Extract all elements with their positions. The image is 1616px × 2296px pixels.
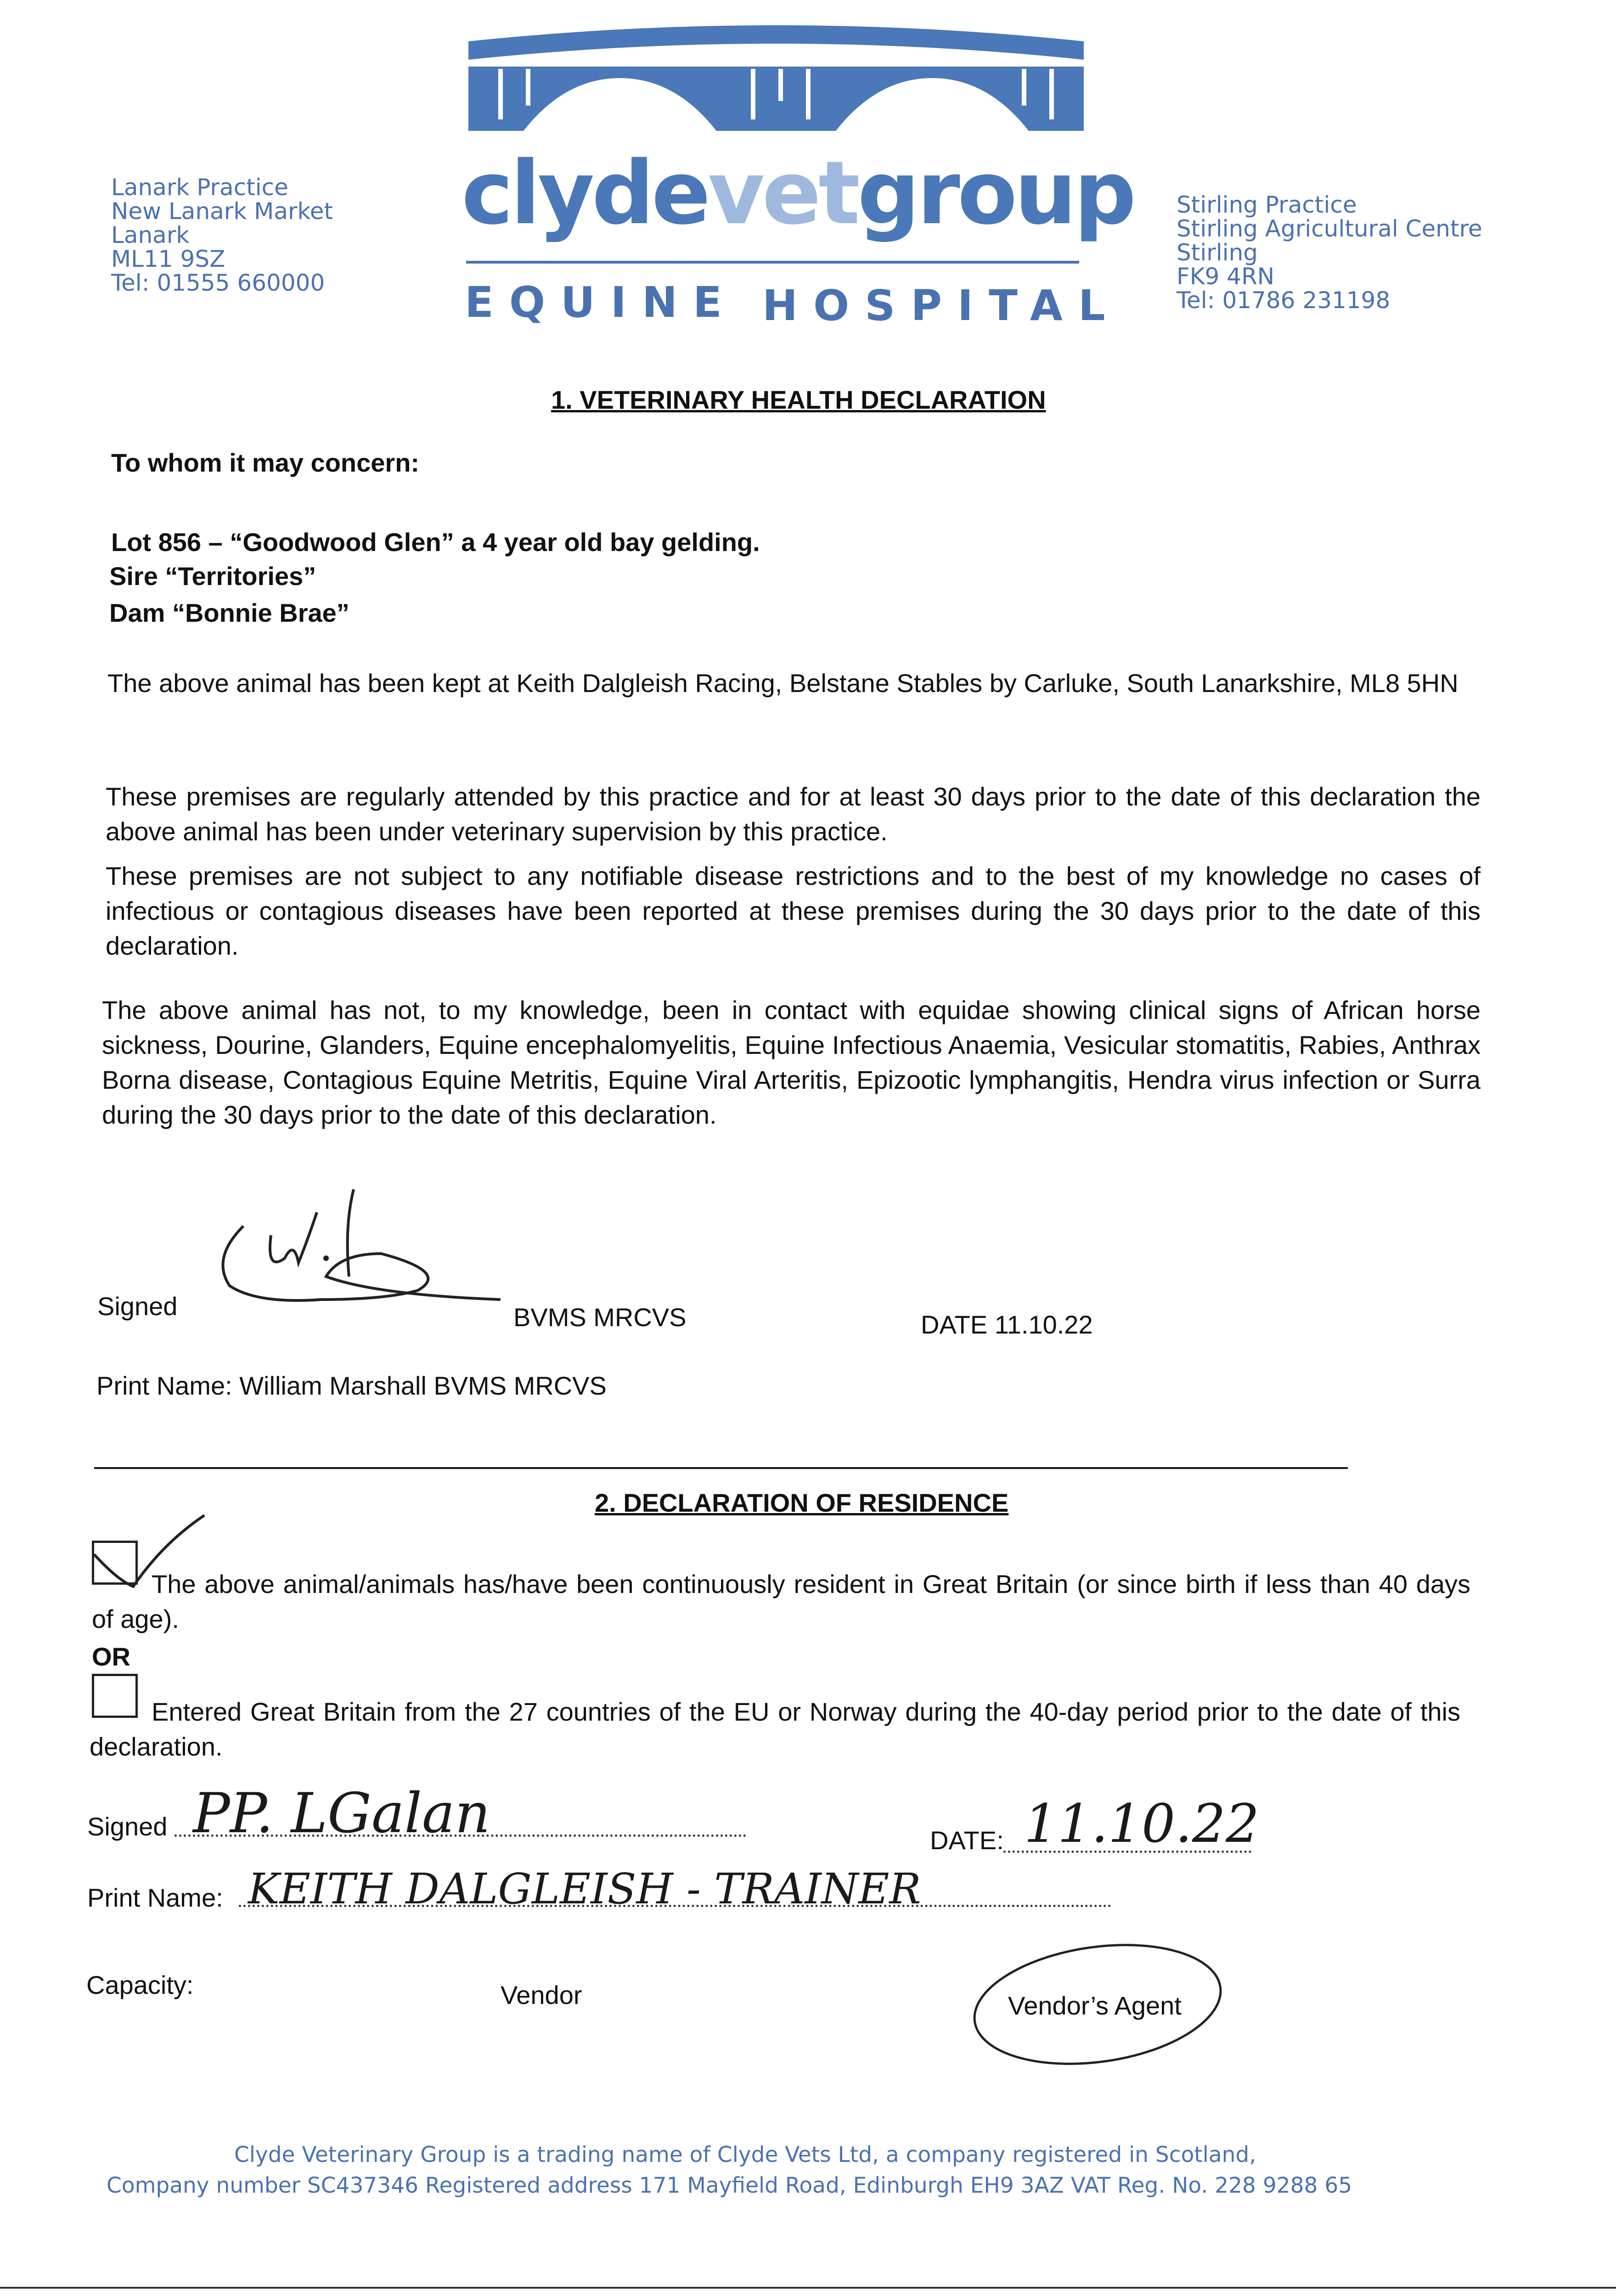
- capacity-vendor[interactable]: Vendor: [501, 1981, 582, 2009]
- section-divider: [94, 1467, 1348, 1469]
- section1-title: 1. VETERINARY HEALTH DECLARATION: [551, 385, 1046, 414]
- bridge-logo-icon: [468, 23, 1084, 133]
- footer-line-1: Clyde Veterinary Group is a trading name of Clyde Vets Ltd, a company registered in Scotland,: [234, 2142, 1256, 2167]
- paragraph-supervision: These premises are regularly attended by this practice and for at least 30 days prior to the date of this declaration the above animal has been under veterinary supervision by this practice.: [106, 782, 1481, 846]
- owner-print-name-handwritten: KEITH DALGLEISH - TRAINER: [248, 1864, 921, 1913]
- vet-signed-label: Signed: [97, 1292, 178, 1321]
- vet-date: DATE 11.10.22: [921, 1310, 1093, 1339]
- address-line: Stirling: [1177, 239, 1258, 266]
- section2-title: 2. DECLARATION OF RESIDENCE: [595, 1488, 1009, 1517]
- owner-date-label: DATE:: [930, 1826, 1004, 1855]
- logo-part-vet: vet: [708, 142, 858, 244]
- scan-edge: [0, 2287, 1616, 2289]
- lot-line: Lot 856 – “Goodwood Glen” a 4 year old bay gelding.: [111, 528, 760, 557]
- paragraph-no-restrictions: These premises are not subject to any notifiable disease restrictions and to the best of my knowledge no cases of infectious or contagious diseases have been reported at these premises during the 30 days prior to the date of this declaration.: [106, 861, 1481, 960]
- capacity-label: Capacity:: [86, 1970, 194, 1999]
- vet-qualification: BVMS MRCVS: [513, 1303, 687, 1332]
- owner-print-name-label: Print Name:: [87, 1883, 223, 1912]
- logo-subtitle-equine: EQUINE: [465, 278, 738, 327]
- selection-circle-icon: [964, 1936, 1231, 2069]
- address-line: Stirling Agricultural Centre: [1177, 215, 1482, 242]
- address-line: Lanark Practice: [111, 174, 288, 201]
- address-line: ML11 9SZ: [111, 246, 225, 272]
- dam-line: Dam “Bonnie Brae”: [109, 598, 349, 627]
- option-entered-text: Entered Great Britain from the 27 countries of the EU or Norway during the 40-day period prior to the date of this declaration.: [90, 1697, 1460, 1761]
- vet-print-name: Print Name: William Marshall BVMS MRCVS: [96, 1371, 607, 1400]
- address-line: Tel: 01555 660000: [111, 270, 325, 296]
- owner-date-handwritten: 11.10.22: [1024, 1793, 1260, 1855]
- address-line: Lanark: [111, 222, 190, 248]
- vet-signature-icon: [216, 1185, 510, 1313]
- paragraph-kept-at: The above animal has been kept at Keith Dalgleish Racing, Belstane Stables by Carluke, South Lanarkshire, ML8 5HN: [107, 669, 1458, 698]
- address-line: New Lanark Market: [111, 198, 333, 225]
- option-resident-text: The above animal/animals has/have been continuously resident in Great Britain (or since birth if less than 40 days of age).: [92, 1570, 1470, 1633]
- owner-signed-label: Signed: [87, 1812, 168, 1841]
- footer-line-2: Company number SC437346 Registered address 171 Mayfield Road, Edinburgh EH9 3AZ VAT Reg. No. 228 9288 65: [107, 2173, 1352, 2198]
- address-line: Tel: 01786 231198: [1177, 287, 1391, 314]
- sire-line: Sire “Territories”: [109, 562, 316, 591]
- capacity-vendors-agent[interactable]: Vendor’s Agent: [1008, 1991, 1182, 2020]
- salutation: To whom it may concern:: [111, 448, 420, 477]
- lanark-address: [111, 175, 333, 295]
- stirling-address: [1177, 193, 1482, 312]
- address-line: FK9 4RN: [1177, 263, 1275, 290]
- logo-wordmark: [462, 142, 1134, 244]
- address-line: Stirling Practice: [1177, 191, 1357, 218]
- logo-subtitle-hospital: HOSPITAL: [762, 281, 1121, 330]
- logo-part-clyde: clyde: [462, 142, 708, 244]
- or-label: OR: [92, 1642, 130, 1671]
- paragraph-no-contact: The above animal has not, to my knowledge, been in contact with equidae showing clinical signs of African horse sickness, Dourine, Glanders, Equine encephalomyelitis, Equine Infectious Anaemia, Vesicular stomatitis, Rabies, Anthrax Borna disease, Contagious Equine Metritis, Equine Viral Arteritis, Epizootic lymphangitis, Hendra virus infection or Surra during the 30 days prior to the date of this declaration.: [102, 996, 1481, 1129]
- logo-part-group: group: [857, 142, 1134, 244]
- logo-divider: [466, 261, 1079, 264]
- owner-signature: PP. LGalan: [193, 1782, 490, 1846]
